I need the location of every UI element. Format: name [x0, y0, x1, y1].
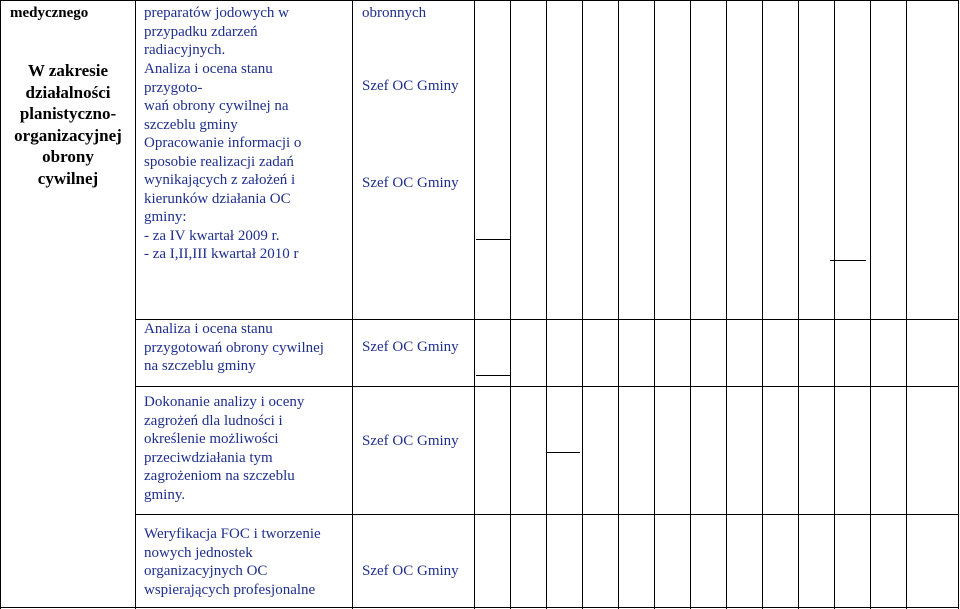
task-line: kierunków działania OC [144, 190, 291, 207]
grid-line [510, 0, 511, 609]
grid-line [474, 0, 475, 609]
task-line: Weryfikacja FOC i tworzenie [144, 526, 321, 542]
grid-line [352, 0, 353, 609]
task-cell [144, 393, 304, 504]
task-cell [144, 60, 289, 134]
grid-line [690, 0, 691, 609]
area-line: planistyczno- [19, 104, 117, 123]
header-fragment: medycznego [10, 5, 89, 21]
task-line: zagrożeniom na szczeblu [144, 468, 295, 484]
grid-line [0, 0, 959, 1]
responsible-entry: Szef OC Gminy [362, 78, 459, 94]
grid-line [726, 0, 727, 609]
grid-line [582, 0, 583, 609]
timeline-bar [476, 239, 510, 240]
task-line: gminy. [144, 486, 186, 503]
grid-line [618, 0, 619, 609]
grid-line [958, 0, 959, 609]
task-cell [144, 525, 321, 599]
grid-line [135, 386, 959, 387]
task-line: - za I,II,III kwartał 2010 r [144, 246, 299, 262]
grid-line [834, 0, 835, 609]
task-line: przeciwdziałania tym [144, 449, 273, 466]
responsible-entry: Szef OC Gminy [362, 339, 459, 355]
responsible-entry: Szef OC Gminy [362, 563, 459, 579]
grid-line [0, 0, 1, 609]
task-cell [144, 4, 289, 60]
grid-line [870, 0, 871, 609]
timeline-bar [476, 375, 510, 376]
task-line: wspierających profesjonalne [144, 581, 316, 598]
area-label [8, 60, 128, 189]
responsible-entry: Szef OC Gminy [362, 175, 459, 191]
task-cell [144, 134, 301, 264]
area-line: W zakresie [27, 61, 109, 80]
area-line: działalności [25, 82, 111, 102]
task-line: radiacyjnych. [144, 42, 226, 58]
task-cell [144, 320, 324, 376]
task-line: na szczeblu gminy [144, 358, 256, 374]
task-line: preparatów jodowych w [144, 5, 289, 21]
task-line: Analiza i ocena stanu [144, 61, 273, 77]
grid-line [798, 0, 799, 609]
grid-line [0, 607, 959, 608]
task-line: sposobie realizacji zadań [144, 153, 294, 170]
responsible-entry: Szef OC Gminy [362, 433, 459, 449]
grid-line [135, 514, 959, 515]
area-line: obrony [42, 147, 94, 166]
timeline-bar [830, 260, 866, 261]
task-line: nowych jednostek [144, 544, 253, 561]
task-line: zagrożeń dla ludności i [144, 412, 283, 429]
responsible-fragment: obronnych [362, 5, 427, 21]
area-line: organizacyjnej [14, 125, 122, 145]
task-line: wań obrony cywilnej na [144, 98, 289, 114]
task-line: szczeblu gminy [144, 116, 238, 133]
task-line: przypadku zdarzeń [144, 23, 258, 40]
grid-line [546, 0, 547, 609]
task-line: Opracowanie informacji o [144, 135, 302, 151]
task-line: przygotowań obrony cywilnej [144, 339, 324, 356]
task-line: organizacyjnych OC [144, 563, 268, 579]
task-line: - za IV kwartał 2009 r. [144, 227, 280, 244]
task-line: gminy: [144, 209, 187, 225]
task-line: przygoto- [144, 79, 203, 96]
task-line: wynikających z założeń i [144, 172, 296, 188]
grid-line [135, 0, 136, 609]
task-line: Dokonanie analizy i oceny [144, 394, 305, 410]
task-line: Analiza i ocena stanu [144, 321, 273, 337]
grid-line [906, 0, 907, 609]
grid-line [654, 0, 655, 609]
task-line: określenie możliwości [144, 431, 279, 447]
area-line: cywilnej [37, 168, 99, 188]
grid-line [762, 0, 763, 609]
timeline-bar [546, 452, 580, 453]
